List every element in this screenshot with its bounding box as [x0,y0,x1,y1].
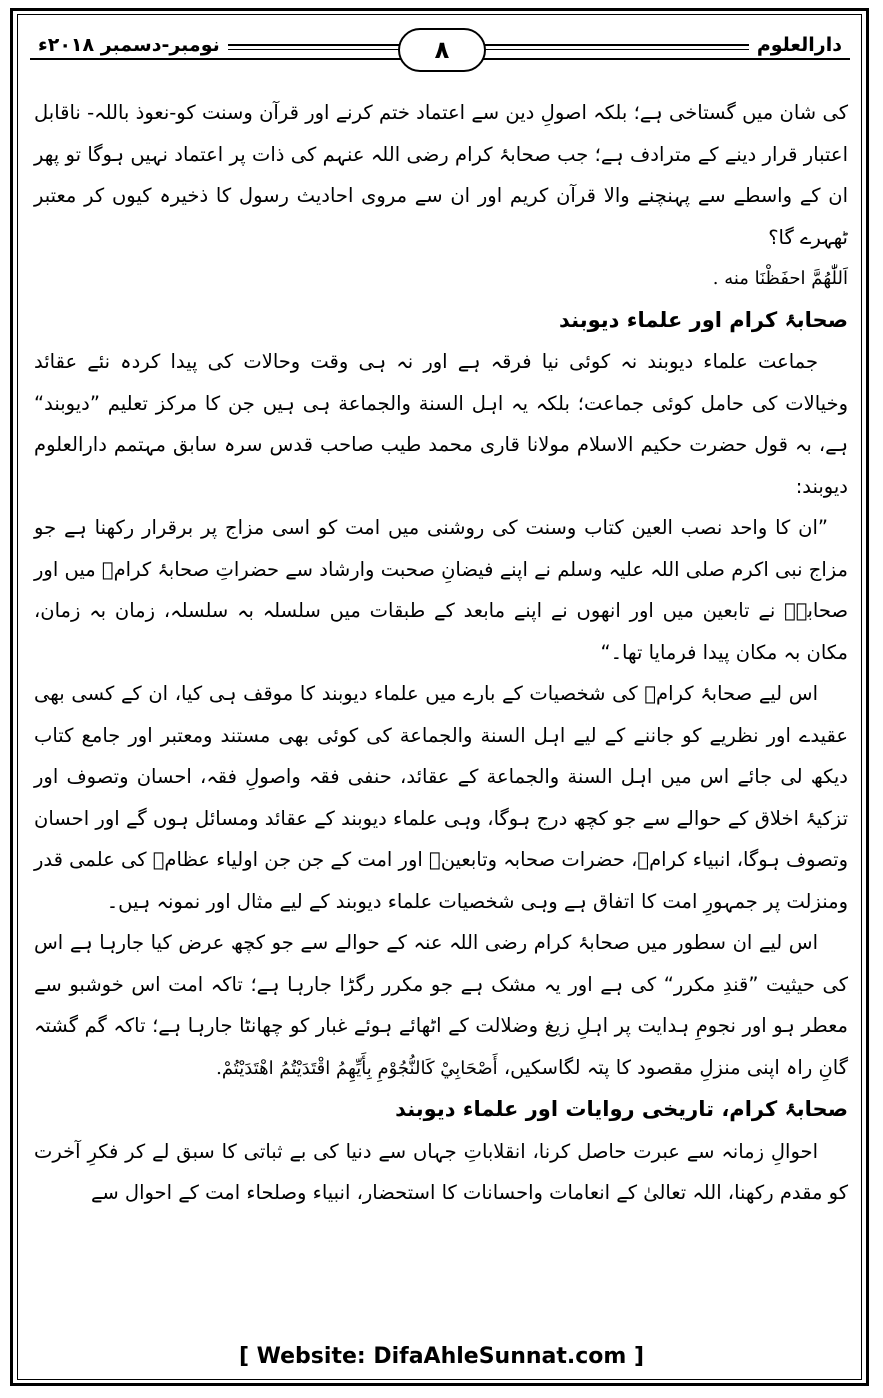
hadith-quote: أَصْحَابِيْ كَالنُّجُوْمِ بِأَيِّهِمُ اقْتَدَيْتُمُ اهْتَدَيْتُمْ. [216,1057,498,1079]
section-heading-2: صحابۂ کرام، تاریخی روایات اور علماء دیوبند [395,1097,848,1121]
page-header [30,30,850,70]
paragraph-3: اس لیے صحابۂ کرامؓ کی شخصیات کے بارے میں علماء دیوبند کا موقف ہی کیا، ان کے کسی بھی عقیدے اور نظریے کو جاننے کے لیے اہل السنة والجماعة کی کوئی بھی مستند ومعتبر اور جامع کتاب دیکھ لی جائے اس میں اہل السنة والجماعة کے عقائد، حنفی فقہ واصولِ فقہ، احسان وتصوف اور تزکیۂ اخلاق کے حوالے سے جو کچھ درج ہوگا، وہی علماء دیوبند کے عقائد ومسائل ہوں گے اور احسان وتصوف ہوگا، انبیاء کرامؑ، حضرات صحابہ وتابعینؒ اور امت کے جن جن اولیاء عظامؒ کی علمی قدر ومنزلت پر جمہورِ امت کا اتفاق ہے وہی شخصیات علماء دیوبند کے لیے مثال اور نمونہ ہیں۔ [34,682,848,913]
journal-title: دارالعلوم [749,34,850,56]
issue-date: نومبر-دسمبر ۲۰۱۸ء [30,34,228,56]
paragraph-2: جماعت علماء دیوبند نہ کوئی نیا فرقہ ہے اور نہ ہی وقت وحالات کی پیدا کردہ نئے عقائد وخیالات کی حامل کوئی جماعت؛ بلکہ یہ اہل السنة والجماعة ہی ہیں جن کا مرکز تعلیم ”دیوبند“ ہے، بہ قول حضرت حکیم الاسلام مولانا قاری محمد طیب صاحب قدس سرہ سابق مہتمم دارالعلوم دیوبند: [34,350,848,498]
paragraph-1: کی شان میں گستاخی ہے؛ بلکہ اصولِ دین سے اعتماد ختم کرنے اور قرآن وسنت کو-نعوذ باللہ- ناقابل اعتبار قرار دینے کے مترادف ہے؛ جب صحابۂ کرام رضی اللہ عنہم کی ذات پر اعتماد نہیں ہوگا تو پھر ان کے واسطے سے پہنچنے والا قرآن کریم اور ان سے مروی احادیث رسول کا ذخیرہ کیوں کر معتبر ٹھہرے گا؟ [34,101,848,249]
website-footer: [ Website: DifaAhleSunnat.com ] [238,1344,645,1369]
paragraph-4-text: اس لیے ان سطور میں صحابۂ کرام رضی اللہ عنہ کے حوالے سے جو کچھ عرض کیا جارہا ہے اس کی حیثیت ”قندِ مکرر“ کی ہے اور یہ مشک ہے جو مکرر رگڑا جارہا ہے؛ تاکہ امت اس خوشبو سے معطر ہو اور نجومِ ہدایت پر اہلِ زیغ وضلالت کے اٹھائے ہوئے غبار کو چھانٹا جارہا ہے؛ تاکہ گم گشتہ گانِ راہ اپنی منزلِ مقصود کا پتہ لگاسکیں، [34,931,848,1079]
quotation: ”ان کا واحد نصب العین کتاب وسنت کی روشنی میں امت کو اسی مزاج پر برقرار رکھنا ہے جو مزاج نبی اکرم صلی اللہ علیہ وسلم نے اپنے فیضانِ صحبت وارشاد سے حضراتِ صحابۂ کرامؓ میں اور صحابہؓ نے تابعین میں اور انھوں نے اپنے مابعد کے طبقات میں سلسلہ بہ سلسلہ، زمان بہ زمان، مکان بہ مکان پیدا فرمایا تھا۔“ [34,516,848,664]
section-heading-1: صحابۂ کرام اور علماء دیوبند [559,307,848,332]
page-number: ۸ [398,28,486,72]
arabic-dua: اَللّٰهُمَّ احفَظْنَا منه . [712,268,848,289]
paragraph-5: احوالِ زمانہ سے عبرت حاصل کرنا، انقلاباتِ جہاں سے دنیا کی بے ثباتی کا سبق لے کر فکرِ آخرت کو مقدم رکھنا، اللہ تعالیٰ کے انعامات واحسانات کا استحضار، انبیاء وصلحاء امت کے احوال سے [34,1139,848,1204]
paragraph-4 [34,922,848,1089]
article-body [34,92,848,1214]
